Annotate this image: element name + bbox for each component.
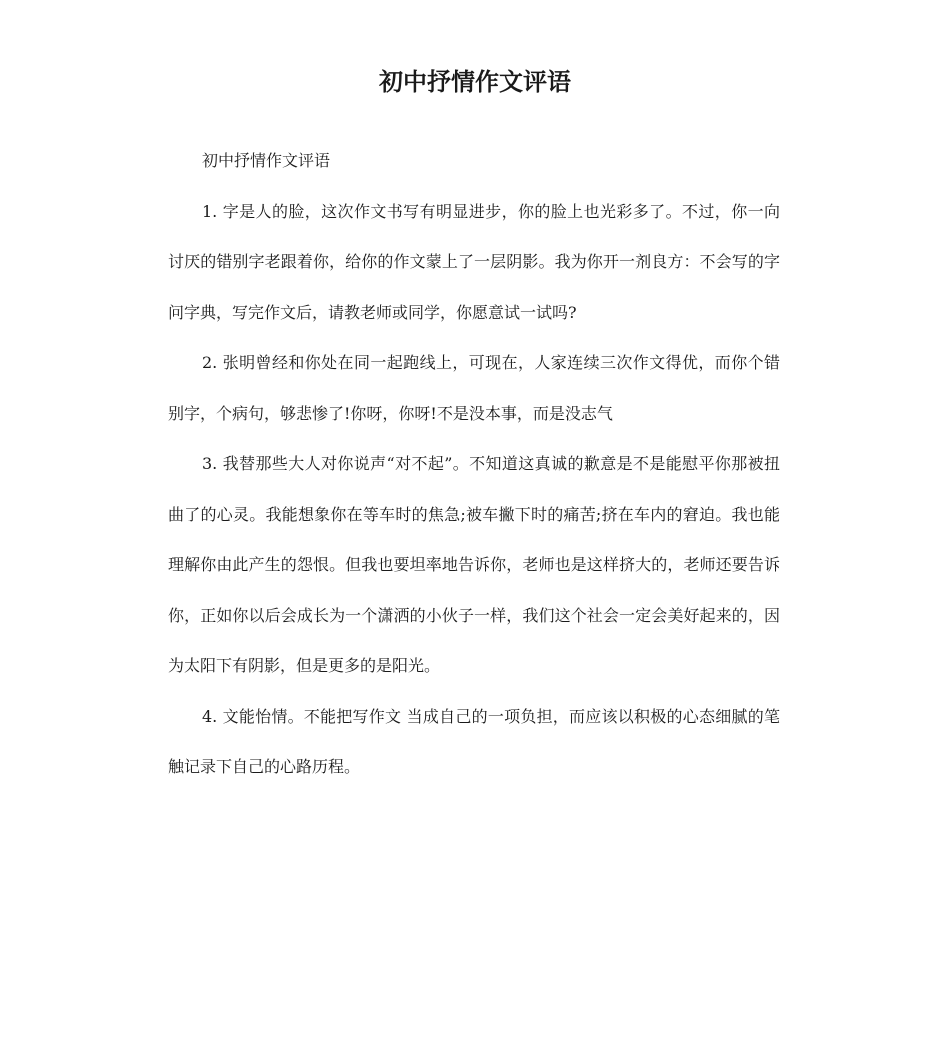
comment-paragraph-3: 3. 我替那些大人对你说声“对不起”。不知道这真诚的歉意是不是能慰平你那被扭曲了的心灵。我能想象你在等车时的焦急;被车撇下时的痛苦;挤在车内的窘迫。我也能理解你由此产生的怨恨。但我也要坦率地告诉你，老师也是这样挤大的，老师还要告诉你，正如你以后会成长为一个潇洒的小伙子一样，我们这个社会一定会美好起来的，因为太阳下有阴影，但是更多的是阳光。 [168, 454, 780, 675]
comment-paragraph-1: 1. 字是人的脸，这次作文书写有明显进步，你的脸上也光彩多了。不过，你一向讨厌的错别字老跟着你，给你的作文蒙上了一层阴影。我为你开一剂良方：不会写的字问字典，写完作文后，请教老师或同学，你愿意试一试吗? [168, 201, 780, 322]
comment-paragraph-2: 2. 张明曾经和你处在同一起跑线上，可现在，人家连续三次作文得优，而你个错别字，个病句，够悲惨了!你呀，你呀!不是没本事，而是没志气 [168, 353, 780, 423]
document-body [168, 136, 780, 793]
document-title: 初中抒情作文评语 [379, 68, 571, 96]
comment-paragraph-4: 4. 文能怡情。不能把写作文 当成自己的一项负担，而应该以积极的心态细腻的笔触记录下自己的心路历程。 [168, 706, 780, 776]
document-subtitle: 初中抒情作文评语 [202, 151, 331, 170]
